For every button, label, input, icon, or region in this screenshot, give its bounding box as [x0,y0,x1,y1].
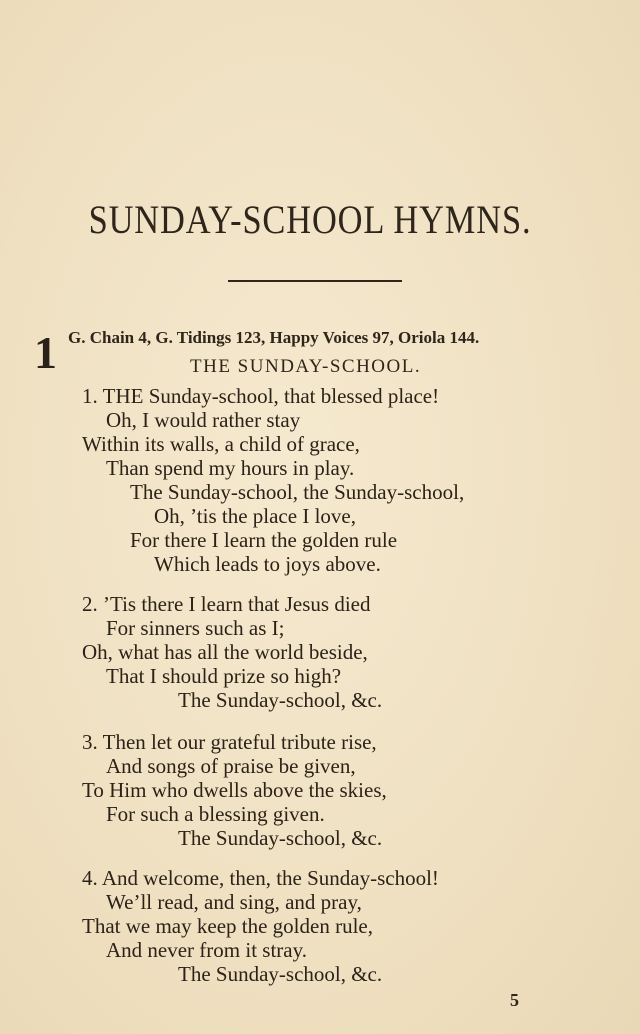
title-divider [228,280,402,282]
verse-2-line-2: For sinners such as I; [106,616,285,640]
verse-4-line-2: We’ll read, and sing, and pray, [106,890,362,914]
verse-3-line-4: For such a blessing given. [106,802,325,826]
hymn-title: THE SUNDAY-SCHOOL. [190,356,422,377]
verse-2-line-1: 2. ’Tis there I learn that Jesus died [82,592,371,616]
hymn-references: G. Chain 4, G. Tidings 123, Happy Voices 97, Oriola 144. [68,328,480,347]
verse-3-line-3: To Him who dwells above the skies, [82,778,387,802]
verse-4-line-3: That we may keep the golden rule, [82,914,373,938]
verse-2-refrain: The Sunday-school, &c. [178,688,383,712]
verse-4-line-1: 4. And welcome, then, the Sunday-school! [82,866,439,890]
page-title: SUNDAY-SCHOOL HYMNS. [88,197,532,242]
verse-4-line-4: And never from it stray. [106,938,307,962]
verse-2-line-3: Oh, what has all the world beside, [82,640,368,664]
page-number: 5 [510,990,519,1010]
verse-1-line-7: For there I learn the golden rule [130,528,398,552]
verse-4-refrain: The Sunday-school, &c. [178,962,383,986]
verse-3-line-1: 3. Then let our grateful tribute rise, [82,730,377,754]
verse-3-line-2: And songs of praise be given, [106,754,356,778]
verse-1-line-3: Within its walls, a child of grace, [82,432,360,456]
verse-1-line-4: Than spend my hours in play. [106,456,355,480]
verse-1-line-5: The Sunday-school, the Sunday-school, [130,480,465,504]
verse-1-line-8: Which leads to joys above. [154,552,381,576]
verse-3-refrain: The Sunday-school, &c. [178,826,383,850]
hymn-number: 1 [34,327,57,378]
verse-1-line-6: Oh, ’tis the place I love, [154,504,356,528]
verse-1-line-2: Oh, I would rather stay [106,408,301,432]
verse-2-line-4: That I should prize so high? [106,664,342,688]
verse-1-line-1: 1. THE Sunday-school, that blessed place! [82,384,440,408]
